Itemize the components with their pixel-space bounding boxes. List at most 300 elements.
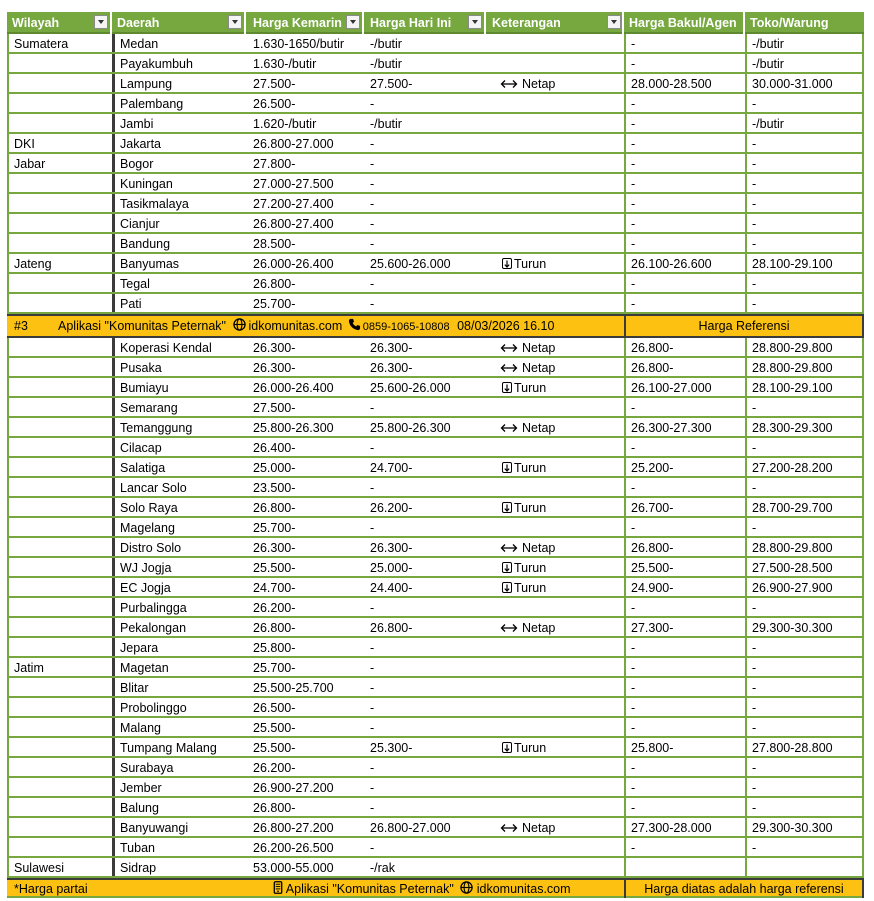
cell-harga-bakul[interactable]: 26.800- — [624, 538, 745, 556]
cell-harga-bakul[interactable]: - — [624, 398, 745, 416]
cell-wilayah[interactable] — [7, 74, 112, 92]
cell-keterangan[interactable] — [486, 458, 624, 476]
cell-daerah[interactable]: Bandung — [112, 234, 246, 252]
cell-keterangan[interactable] — [486, 618, 624, 636]
cell-daerah[interactable]: Cianjur — [112, 214, 246, 232]
cell-harga-bakul[interactable]: - — [624, 274, 745, 292]
cell-harga-kemarin[interactable]: 26.500- — [253, 97, 296, 111]
cell-harga-kemarin[interactable]: 26.400- — [253, 441, 296, 455]
cell-toko-warung[interactable]: - — [745, 838, 864, 856]
cell-harga-hari-ini[interactable]: -/butir — [370, 57, 402, 71]
footer-site[interactable]: idkomunitas.com — [476, 882, 571, 896]
cell-wilayah[interactable] — [7, 578, 112, 596]
cell-harga-kemarin[interactable]: 26.300- — [253, 361, 296, 375]
cell-harga-hari-ini[interactable]: - — [370, 297, 375, 311]
cell-harga-kemarin[interactable]: 26.800- — [253, 501, 296, 515]
cell-daerah[interactable]: Lampung — [112, 74, 246, 92]
cell-daerah[interactable]: Temanggung — [112, 418, 246, 436]
cell-keterangan[interactable] — [486, 194, 624, 212]
cell-harga-kemarin[interactable]: 25.700- — [253, 521, 296, 535]
cell-toko-warung[interactable]: 27.800-28.800 — [745, 738, 864, 756]
cell-harga-bakul[interactable]: 26.100-27.000 — [624, 378, 745, 396]
cell-harga-kemarin[interactable]: 26.000-26.400 — [253, 381, 334, 395]
cell-wilayah[interactable] — [7, 358, 112, 376]
cell-harga-kemarin[interactable]: 1.620-/butir — [253, 117, 317, 131]
cell-daerah[interactable]: Banyuwangi — [112, 818, 246, 836]
cell-toko-warung[interactable]: 29.300-30.300 — [745, 818, 864, 836]
cell-harga-bakul[interactable]: - — [624, 94, 745, 112]
cell-toko-warung[interactable]: - — [745, 438, 864, 456]
cell-wilayah[interactable]: DKI — [7, 134, 112, 152]
cell-harga-bakul[interactable]: 25.800- — [624, 738, 745, 756]
cell-toko-warung[interactable]: - — [745, 94, 864, 112]
cell-keterangan[interactable] — [486, 254, 624, 272]
cell-toko-warung[interactable]: - — [745, 518, 864, 536]
cell-toko-warung[interactable]: 29.300-30.300 — [745, 618, 864, 636]
cell-daerah[interactable]: Probolinggo — [112, 698, 246, 716]
cell-wilayah[interactable] — [7, 478, 112, 496]
cell-harga-hari-ini[interactable]: - — [370, 761, 375, 775]
cell-wilayah[interactable] — [7, 758, 112, 776]
cell-keterangan[interactable] — [486, 758, 624, 776]
cell-wilayah[interactable] — [7, 638, 112, 656]
cell-wilayah[interactable] — [7, 558, 112, 576]
cell-toko-warung[interactable]: - — [745, 214, 864, 232]
cell-harga-bakul[interactable]: 25.200- — [624, 458, 745, 476]
cell-harga-kemarin[interactable]: 26.200- — [253, 601, 296, 615]
cell-harga-bakul[interactable]: - — [624, 658, 745, 676]
filter-daerah-dropdown[interactable] — [228, 15, 242, 29]
cell-toko-warung[interactable]: 27.500-28.500 — [745, 558, 864, 576]
cell-daerah[interactable]: Pusaka — [112, 358, 246, 376]
cell-wilayah[interactable] — [7, 498, 112, 516]
cell-harga-bakul[interactable]: 25.500- — [624, 558, 745, 576]
cell-keterangan[interactable] — [486, 518, 624, 536]
cell-wilayah[interactable] — [7, 698, 112, 716]
cell-harga-kemarin[interactable]: 25.500- — [253, 741, 296, 755]
cell-keterangan[interactable] — [486, 698, 624, 716]
cell-harga-bakul[interactable]: - — [624, 758, 745, 776]
cell-wilayah[interactable] — [7, 54, 112, 72]
cell-daerah[interactable]: Jepara — [112, 638, 246, 656]
cell-harga-bakul[interactable]: - — [624, 598, 745, 616]
cell-keterangan[interactable] — [486, 294, 624, 312]
cell-daerah[interactable]: Koperasi Kendal — [112, 338, 246, 356]
cell-wilayah[interactable]: Jatim — [7, 658, 112, 676]
cell-keterangan[interactable] — [486, 74, 624, 92]
cell-toko-warung[interactable]: -/butir — [745, 34, 864, 52]
cell-keterangan[interactable] — [486, 154, 624, 172]
cell-harga-hari-ini[interactable]: 26.300- — [370, 361, 413, 375]
cell-harga-bakul[interactable]: - — [624, 34, 745, 52]
cell-harga-hari-ini[interactable]: - — [370, 681, 375, 695]
cell-keterangan[interactable] — [486, 678, 624, 696]
cell-wilayah[interactable]: Sulawesi — [7, 858, 112, 876]
cell-harga-bakul[interactable]: - — [624, 798, 745, 816]
cell-harga-bakul[interactable]: - — [624, 438, 745, 456]
cell-keterangan[interactable] — [486, 438, 624, 456]
cell-harga-bakul[interactable]: 26.800- — [624, 338, 745, 356]
cell-toko-warung[interactable]: - — [745, 154, 864, 172]
cell-harga-kemarin[interactable]: 25.800-26.300 — [253, 421, 334, 435]
cell-wilayah[interactable]: Sumatera — [7, 34, 112, 52]
filter-harga-hari-ini-dropdown[interactable] — [468, 15, 482, 29]
cell-harga-kemarin[interactable]: 23.500- — [253, 481, 296, 495]
cell-daerah[interactable]: Magelang — [112, 518, 246, 536]
cell-daerah[interactable]: Lancar Solo — [112, 478, 246, 496]
cell-wilayah[interactable] — [7, 538, 112, 556]
cell-harga-kemarin[interactable]: 26.800- — [253, 277, 296, 291]
cell-wilayah[interactable] — [7, 338, 112, 356]
cell-daerah[interactable]: Palembang — [112, 94, 246, 112]
cell-daerah[interactable]: Tasikmalaya — [112, 194, 246, 212]
cell-toko-warung[interactable]: - — [745, 678, 864, 696]
cell-harga-hari-ini[interactable]: - — [370, 641, 375, 655]
cell-toko-warung[interactable]: - — [745, 778, 864, 796]
cell-toko-warung[interactable]: 28.800-29.800 — [745, 538, 864, 556]
cell-toko-warung[interactable]: -/butir — [745, 114, 864, 132]
cell-daerah[interactable]: Solo Raya — [112, 498, 246, 516]
cell-toko-warung[interactable]: 26.900-27.900 — [745, 578, 864, 596]
cell-keterangan[interactable] — [486, 358, 624, 376]
cell-keterangan[interactable] — [486, 498, 624, 516]
cell-keterangan[interactable] — [486, 214, 624, 232]
cell-harga-bakul[interactable]: - — [624, 638, 745, 656]
cell-keterangan[interactable] — [486, 378, 624, 396]
cell-daerah[interactable]: Medan — [112, 34, 246, 52]
cell-toko-warung[interactable]: 28.100-29.100 — [745, 378, 864, 396]
cell-keterangan[interactable] — [486, 718, 624, 736]
cell-harga-kemarin[interactable]: 26.500- — [253, 701, 296, 715]
cell-toko-warung[interactable]: - — [745, 478, 864, 496]
cell-harga-hari-ini[interactable]: 25.600-26.000 — [370, 381, 451, 395]
cell-harga-hari-ini[interactable]: -/butir — [370, 37, 402, 51]
cell-harga-kemarin[interactable]: 24.700- — [253, 581, 296, 595]
cell-keterangan[interactable] — [486, 598, 624, 616]
cell-keterangan[interactable] — [486, 234, 624, 252]
cell-harga-hari-ini[interactable]: 26.800-27.000 — [370, 821, 451, 835]
cell-toko-warung[interactable] — [745, 858, 864, 876]
cell-harga-hari-ini[interactable]: - — [370, 137, 375, 151]
cell-keterangan[interactable] — [486, 858, 624, 876]
cell-daerah[interactable]: Tuban — [112, 838, 246, 856]
cell-harga-hari-ini[interactable]: -/butir — [370, 117, 402, 131]
cell-harga-hari-ini[interactable]: - — [370, 521, 375, 535]
cell-toko-warung[interactable]: 27.200-28.200 — [745, 458, 864, 476]
cell-wilayah[interactable]: Jabar — [7, 154, 112, 172]
cell-wilayah[interactable] — [7, 838, 112, 856]
cell-harga-bakul[interactable]: - — [624, 214, 745, 232]
cell-harga-hari-ini[interactable]: 26.800- — [370, 621, 413, 635]
cell-harga-hari-ini[interactable]: - — [370, 157, 375, 171]
cell-wilayah[interactable] — [7, 194, 112, 212]
cell-toko-warung[interactable]: - — [745, 798, 864, 816]
cell-harga-bakul[interactable]: - — [624, 838, 745, 856]
filter-harga-kemarin-dropdown[interactable] — [346, 15, 360, 29]
cell-toko-warung[interactable]: - — [745, 658, 864, 676]
cell-harga-bakul[interactable]: - — [624, 234, 745, 252]
table-row — [7, 234, 864, 254]
cell-harga-kemarin[interactable]: 26.200-26.500 — [253, 841, 334, 855]
cell-keterangan[interactable] — [486, 34, 624, 52]
cell-harga-hari-ini[interactable]: 26.300- — [370, 541, 413, 555]
cell-harga-hari-ini[interactable]: 26.200- — [370, 501, 413, 515]
cell-daerah[interactable]: Malang — [112, 718, 246, 736]
cell-harga-bakul[interactable]: - — [624, 54, 745, 72]
cell-daerah[interactable]: Jakarta — [112, 134, 246, 152]
cell-toko-warung[interactable]: -/butir — [745, 54, 864, 72]
filter-wilayah-dropdown[interactable] — [94, 15, 108, 29]
cell-toko-warung[interactable]: - — [745, 134, 864, 152]
cell-toko-warung[interactable]: 28.100-29.100 — [745, 254, 864, 272]
cell-harga-kemarin[interactable]: 26.800- — [253, 621, 296, 635]
cell-keterangan[interactable] — [486, 338, 624, 356]
cell-keterangan[interactable] — [486, 94, 624, 112]
cell-wilayah[interactable] — [7, 294, 112, 312]
cell-harga-bakul[interactable]: 26.100-26.600 — [624, 254, 745, 272]
cell-daerah[interactable]: Blitar — [112, 678, 246, 696]
cell-harga-hari-ini[interactable]: - — [370, 197, 375, 211]
cell-wilayah[interactable] — [7, 778, 112, 796]
cell-harga-kemarin[interactable]: 26.800-27.400 — [253, 217, 334, 231]
cell-toko-warung[interactable]: - — [745, 718, 864, 736]
cell-harga-hari-ini[interactable]: - — [370, 277, 375, 291]
cell-toko-warung[interactable]: - — [745, 294, 864, 312]
cell-harga-hari-ini[interactable]: - — [370, 401, 375, 415]
cell-daerah[interactable]: Purbalingga — [112, 598, 246, 616]
table-row — [7, 378, 864, 398]
cell-harga-hari-ini[interactable]: 24.700- — [370, 461, 413, 475]
banner-site[interactable]: idkomunitas.com — [248, 319, 343, 333]
cell-harga-hari-ini[interactable]: 25.000- — [370, 561, 413, 575]
cell-harga-kemarin[interactable]: 26.200- — [253, 761, 296, 775]
cell-wilayah[interactable] — [7, 678, 112, 696]
cell-harga-kemarin[interactable]: 27.500- — [253, 77, 296, 91]
cell-harga-kemarin[interactable]: 27.500- — [253, 401, 296, 415]
cell-harga-kemarin[interactable]: 26.900-27.200 — [253, 781, 334, 795]
cell-harga-bakul[interactable]: 24.900- — [624, 578, 745, 596]
cell-harga-kemarin[interactable]: 25.500-25.700 — [253, 681, 334, 695]
cell-daerah[interactable]: Semarang — [112, 398, 246, 416]
cell-harga-hari-ini[interactable]: 25.600-26.000 — [370, 257, 451, 271]
cell-keterangan[interactable] — [486, 134, 624, 152]
cell-wilayah[interactable] — [7, 174, 112, 192]
cell-keterangan[interactable] — [486, 658, 624, 676]
cell-keterangan[interactable] — [486, 838, 624, 856]
cell-wilayah[interactable] — [7, 214, 112, 232]
cell-toko-warung[interactable]: - — [745, 398, 864, 416]
cell-harga-bakul[interactable]: - — [624, 174, 745, 192]
cell-harga-kemarin[interactable]: 27.000-27.500 — [253, 177, 334, 191]
cell-harga-kemarin[interactable]: 25.700- — [253, 297, 296, 311]
cell-harga-kemarin[interactable]: 26.800- — [253, 801, 296, 815]
cell-harga-hari-ini[interactable]: - — [370, 841, 375, 855]
cell-keterangan[interactable] — [486, 478, 624, 496]
cell-wilayah[interactable] — [7, 378, 112, 396]
down-arrow-icon — [502, 742, 512, 753]
cell-harga-bakul[interactable]: - — [624, 518, 745, 536]
cell-harga-kemarin[interactable]: 25.800- — [253, 641, 296, 655]
cell-daerah[interactable]: Distro Solo — [112, 538, 246, 556]
cell-keterangan[interactable] — [486, 738, 624, 756]
cell-harga-hari-ini[interactable]: - — [370, 721, 375, 735]
cell-keterangan[interactable] — [486, 538, 624, 556]
cell-harga-hari-ini[interactable]: - — [370, 701, 375, 715]
cell-harga-bakul[interactable]: 28.000-28.500 — [624, 74, 745, 92]
cell-harga-bakul[interactable]: 26.800- — [624, 358, 745, 376]
cell-harga-hari-ini[interactable]: - — [370, 441, 375, 455]
cell-daerah[interactable]: Kuningan — [112, 174, 246, 192]
cell-wilayah[interactable] — [7, 598, 112, 616]
cell-wilayah[interactable] — [7, 234, 112, 252]
cell-harga-bakul[interactable]: 27.300- — [624, 618, 745, 636]
cell-daerah[interactable]: Balung — [112, 798, 246, 816]
cell-daerah[interactable]: Jember — [112, 778, 246, 796]
cell-harga-kemarin[interactable]: 53.000-55.000 — [253, 861, 334, 875]
cell-harga-hari-ini[interactable]: - — [370, 601, 375, 615]
cell-harga-kemarin[interactable]: 27.800- — [253, 157, 296, 171]
cell-harga-bakul[interactable]: - — [624, 778, 745, 796]
cell-wilayah[interactable] — [7, 738, 112, 756]
cell-daerah[interactable]: Payakumbuh — [112, 54, 246, 72]
cell-harga-bakul[interactable] — [624, 858, 745, 876]
cell-daerah[interactable]: Surabaya — [112, 758, 246, 776]
cell-daerah[interactable]: Banyumas — [112, 254, 246, 272]
cell-daerah[interactable]: Tegal — [112, 274, 246, 292]
cell-daerah[interactable]: Pekalongan — [112, 618, 246, 636]
cell-toko-warung[interactable]: 28.300-29.300 — [745, 418, 864, 436]
cell-toko-warung[interactable]: - — [745, 638, 864, 656]
cell-keterangan[interactable] — [486, 638, 624, 656]
cell-harga-hari-ini[interactable]: - — [370, 481, 375, 495]
col-harga-hari-ini-header: Harga Hari Ini — [370, 16, 452, 30]
cell-daerah[interactable]: Jambi — [112, 114, 246, 132]
cell-daerah[interactable]: Magetan — [112, 658, 246, 676]
cell-harga-kemarin[interactable]: 26.800-27.000 — [253, 137, 334, 151]
cell-keterangan[interactable] — [486, 54, 624, 72]
cell-keterangan[interactable] — [486, 274, 624, 292]
cell-daerah[interactable]: Bumiayu — [112, 378, 246, 396]
cell-harga-bakul[interactable]: - — [624, 114, 745, 132]
cell-harga-bakul[interactable]: 26.300-27.300 — [624, 418, 745, 436]
cell-harga-bakul[interactable]: - — [624, 478, 745, 496]
cell-wilayah[interactable] — [7, 818, 112, 836]
cell-keterangan[interactable] — [486, 798, 624, 816]
cell-harga-kemarin[interactable]: 25.500- — [253, 561, 296, 575]
cell-harga-hari-ini[interactable]: 24.400- — [370, 581, 413, 595]
cell-daerah[interactable]: Tumpang Malang — [112, 738, 246, 756]
cell-harga-hari-ini[interactable]: -/rak — [370, 861, 395, 875]
cell-toko-warung[interactable]: - — [745, 274, 864, 292]
cell-wilayah[interactable] — [7, 94, 112, 112]
cell-toko-warung[interactable]: 30.000-31.000 — [745, 74, 864, 92]
cell-wilayah[interactable] — [7, 518, 112, 536]
cell-harga-bakul[interactable]: - — [624, 134, 745, 152]
cell-toko-warung[interactable]: - — [745, 194, 864, 212]
cell-harga-bakul[interactable]: - — [624, 698, 745, 716]
cell-harga-bakul[interactable]: 27.300-28.000 — [624, 818, 745, 836]
cell-daerah[interactable]: Pati — [112, 294, 246, 312]
cell-harga-hari-ini[interactable]: - — [370, 781, 375, 795]
cell-keterangan[interactable] — [486, 558, 624, 576]
cell-harga-kemarin[interactable]: 25.000- — [253, 461, 296, 475]
cell-keterangan[interactable] — [486, 818, 624, 836]
cell-daerah[interactable]: WJ Jogja — [112, 558, 246, 576]
cell-harga-hari-ini[interactable]: - — [370, 97, 375, 111]
cell-daerah[interactable]: Sidrap — [112, 858, 246, 876]
cell-toko-warung[interactable]: - — [745, 598, 864, 616]
cell-harga-kemarin[interactable]: 26.300- — [253, 541, 296, 555]
cell-harga-hari-ini[interactable]: 25.300- — [370, 741, 413, 755]
cell-wilayah[interactable] — [7, 798, 112, 816]
cell-harga-kemarin[interactable]: 26.300- — [253, 341, 296, 355]
cell-keterangan[interactable] — [486, 114, 624, 132]
cell-harga-bakul[interactable]: - — [624, 678, 745, 696]
cell-keterangan[interactable] — [486, 418, 624, 436]
cell-harga-hari-ini[interactable]: 26.300- — [370, 341, 413, 355]
cell-harga-bakul[interactable]: 26.700- — [624, 498, 745, 516]
cell-daerah[interactable]: Bogor — [112, 154, 246, 172]
cell-toko-warung[interactable]: - — [745, 698, 864, 716]
cell-toko-warung[interactable]: - — [745, 234, 864, 252]
cell-toko-warung[interactable]: - — [745, 174, 864, 192]
cell-harga-kemarin[interactable]: 25.500- — [253, 721, 296, 735]
cell-toko-warung[interactable]: 28.800-29.800 — [745, 338, 864, 356]
cell-wilayah[interactable] — [7, 398, 112, 416]
cell-harga-hari-ini[interactable]: - — [370, 661, 375, 675]
cell-harga-bakul[interactable]: - — [624, 294, 745, 312]
cell-daerah[interactable]: Salatiga — [112, 458, 246, 476]
cell-toko-warung[interactable]: - — [745, 758, 864, 776]
cell-harga-hari-ini[interactable]: 25.800-26.300 — [370, 421, 451, 435]
cell-keterangan[interactable] — [486, 398, 624, 416]
cell-toko-warung[interactable]: 28.800-29.800 — [745, 358, 864, 376]
cell-harga-kemarin[interactable]: 1.630-/butir — [253, 57, 317, 71]
cell-harga-hari-ini[interactable]: 27.500- — [370, 77, 413, 91]
cell-daerah[interactable]: Cilacap — [112, 438, 246, 456]
cell-harga-hari-ini[interactable]: - — [370, 217, 375, 231]
cell-harga-hari-ini[interactable]: - — [370, 801, 375, 815]
cell-wilayah[interactable] — [7, 618, 112, 636]
cell-harga-kemarin[interactable]: 26.000-26.400 — [253, 257, 334, 271]
cell-wilayah[interactable] — [7, 418, 112, 436]
cell-keterangan[interactable] — [486, 174, 624, 192]
cell-keterangan[interactable] — [486, 778, 624, 796]
cell-daerah[interactable]: EC Jogja — [112, 578, 246, 596]
cell-harga-bakul[interactable]: - — [624, 194, 745, 212]
cell-harga-kemarin[interactable]: 27.200-27.400 — [253, 197, 334, 211]
cell-wilayah[interactable] — [7, 718, 112, 736]
cell-wilayah[interactable] — [7, 438, 112, 456]
banner-phone[interactable]: 0859-1065-10808 — [362, 321, 450, 333]
cell-harga-hari-ini[interactable]: - — [370, 177, 375, 191]
two-way-arrow-icon — [500, 819, 518, 836]
cell-harga-bakul[interactable]: - — [624, 718, 745, 736]
cell-harga-hari-ini[interactable]: - — [370, 237, 375, 251]
cell-harga-kemarin[interactable]: 1.630-1650/butir — [253, 37, 345, 51]
cell-toko-warung[interactable]: 28.700-29.700 — [745, 498, 864, 516]
cell-harga-bakul[interactable]: - — [624, 154, 745, 172]
cell-harga-kemarin[interactable]: 26.800-27.200 — [253, 821, 334, 835]
filter-keterangan-dropdown[interactable] — [607, 15, 621, 29]
cell-wilayah[interactable] — [7, 274, 112, 292]
cell-wilayah[interactable]: Jateng — [7, 254, 112, 272]
cell-harga-kemarin[interactable]: 28.500- — [253, 237, 296, 251]
cell-harga-kemarin[interactable]: 25.700- — [253, 661, 296, 675]
cell-wilayah[interactable] — [7, 114, 112, 132]
cell-keterangan[interactable] — [486, 578, 624, 596]
cell-wilayah[interactable] — [7, 458, 112, 476]
